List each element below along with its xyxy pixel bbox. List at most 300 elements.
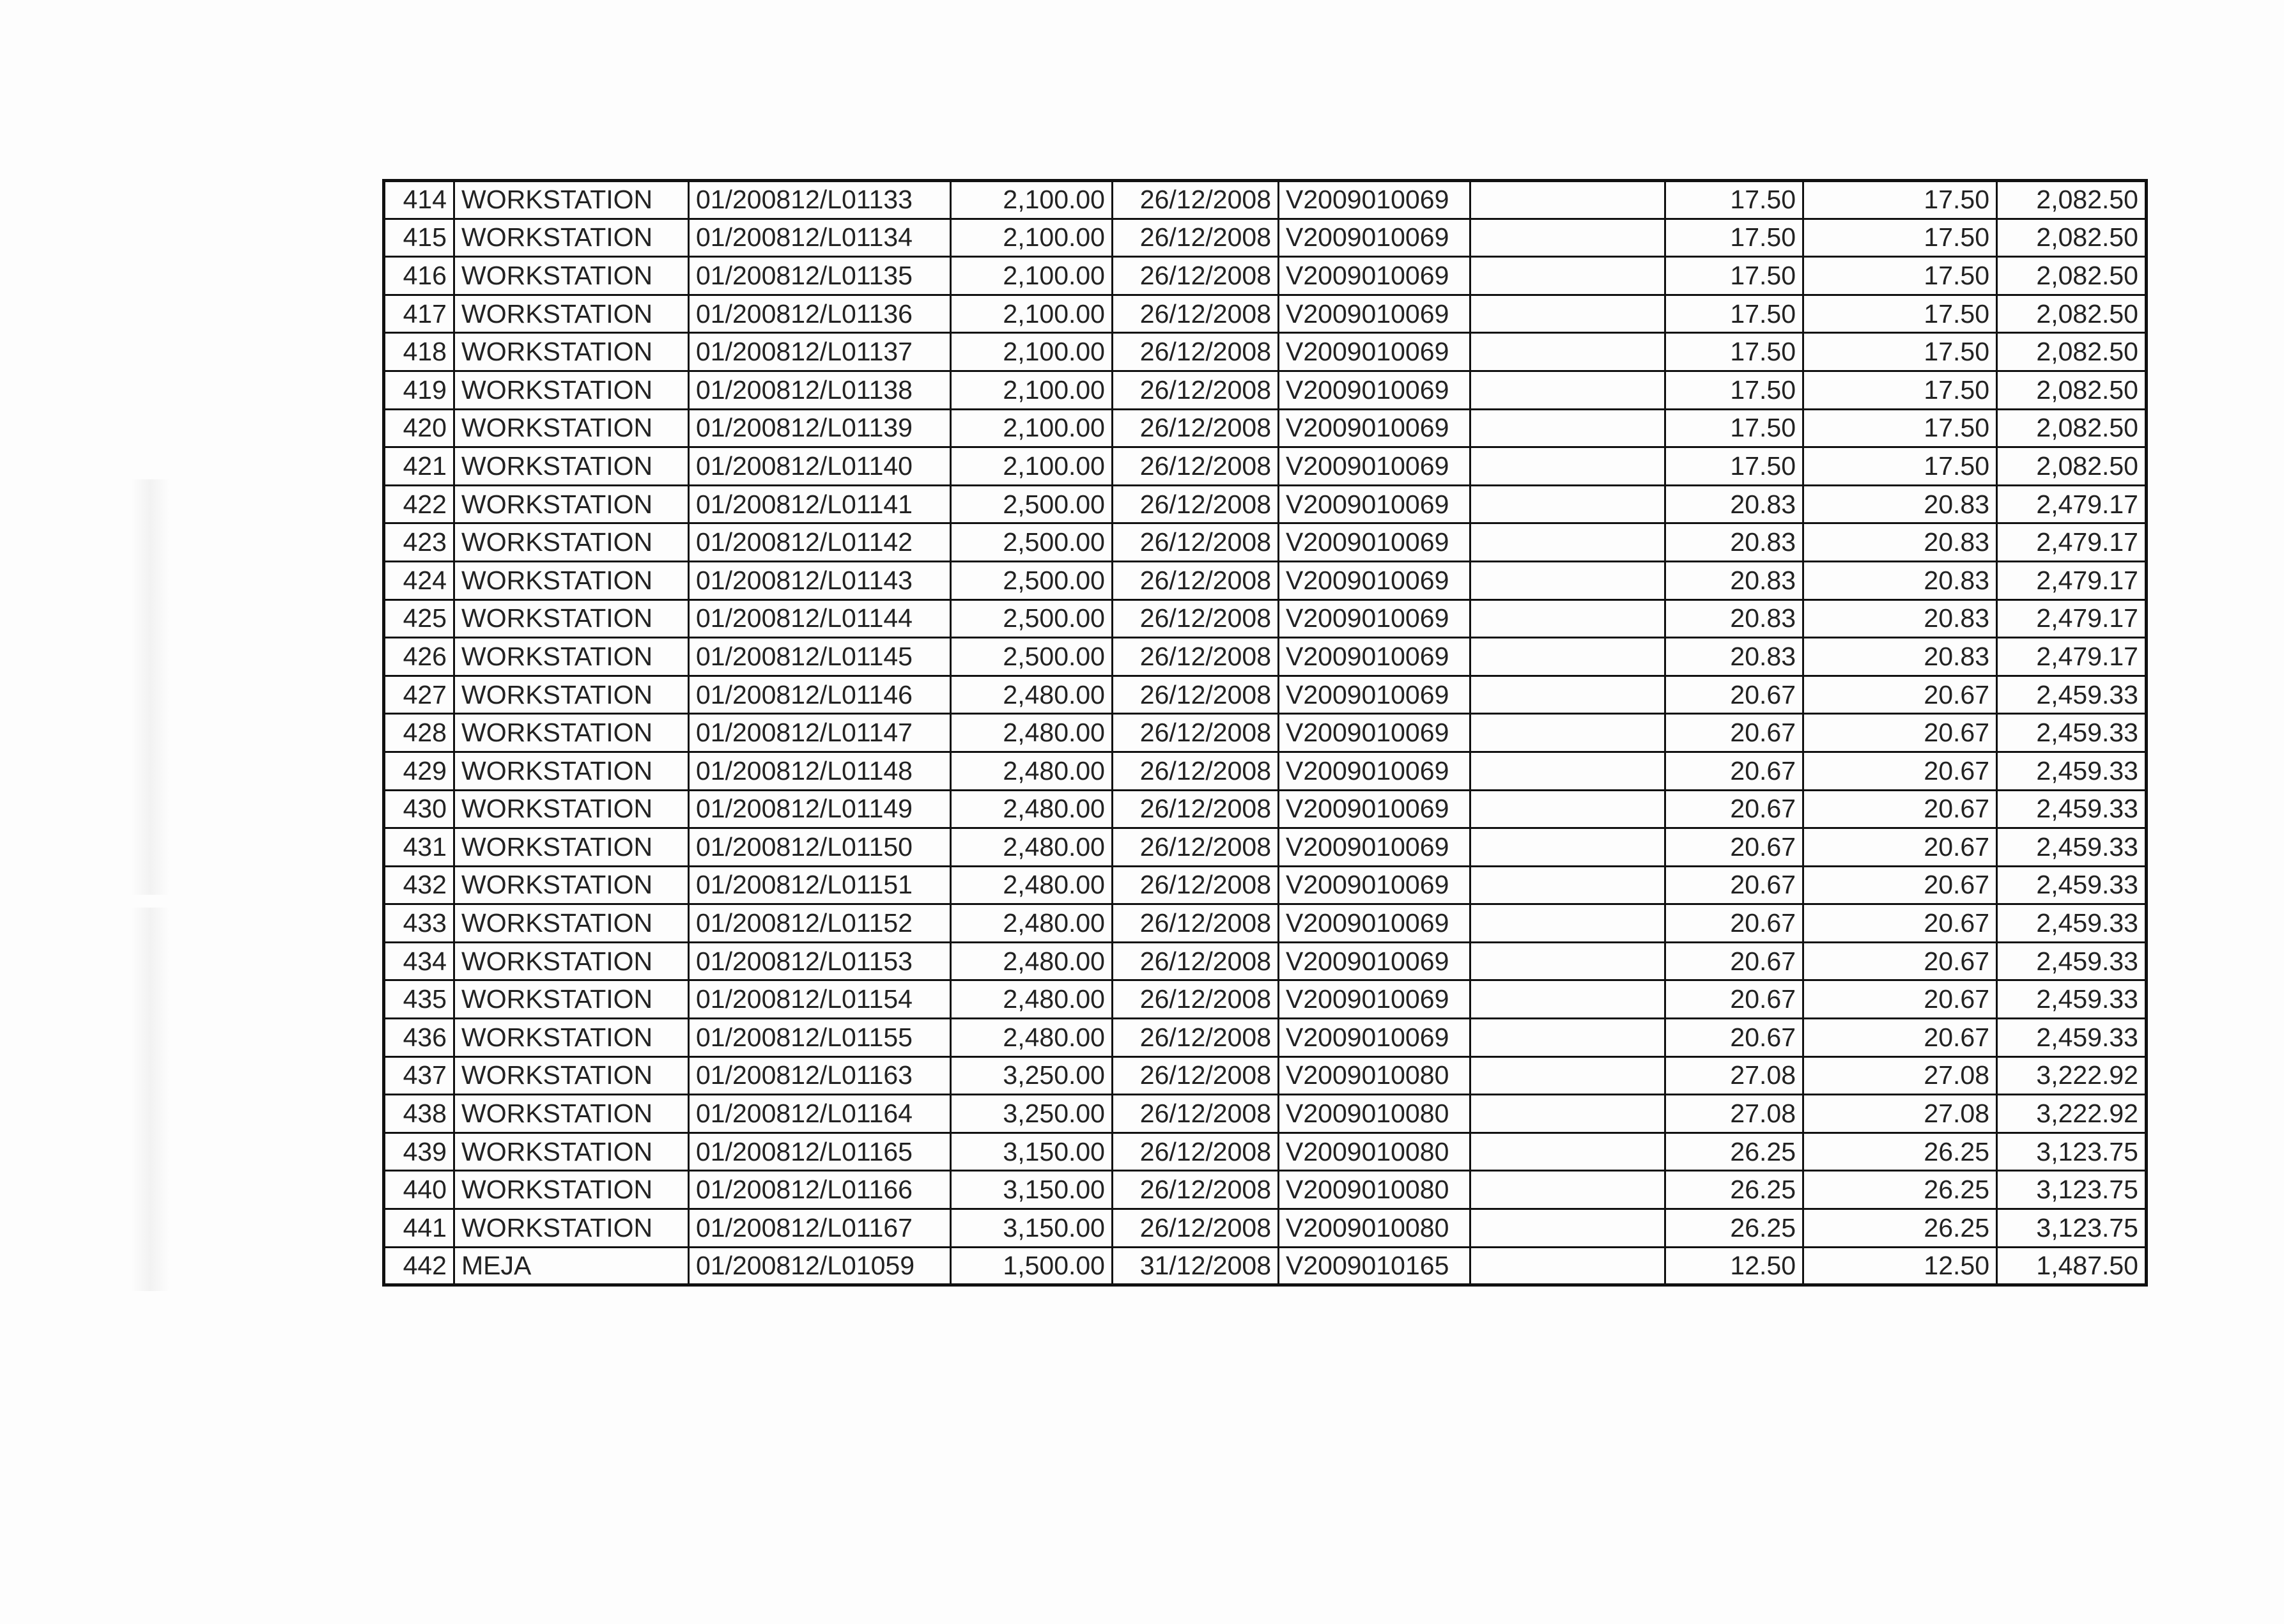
table-row (384, 409, 2147, 447)
asset-reference: 01/200812/L01151 (689, 866, 951, 904)
accumulated-depreciation: 20.67 (1803, 942, 1997, 980)
voucher-number: V2009010069 (1279, 904, 1470, 943)
asset-reference: 01/200812/L01149 (689, 790, 951, 828)
asset-cost: 2,480.00 (951, 676, 1113, 714)
depreciation-amount: 26.25 (1665, 1209, 1803, 1248)
acquisition-date: 26/12/2008 (1113, 409, 1279, 447)
table-row (384, 181, 2147, 219)
voucher-number: V2009010069 (1279, 714, 1470, 752)
empty-cell (1470, 1056, 1665, 1095)
asset-reference: 01/200812/L01138 (689, 371, 951, 409)
empty-cell (1470, 866, 1665, 904)
net-book-value: 2,459.33 (1997, 904, 2147, 943)
acquisition-date: 26/12/2008 (1113, 1056, 1279, 1095)
depreciation-amount: 12.50 (1665, 1247, 1803, 1285)
voucher-number: V2009010165 (1279, 1247, 1470, 1285)
net-book-value: 2,082.50 (1997, 409, 2147, 447)
row-number: 425 (384, 599, 454, 638)
empty-cell (1470, 219, 1665, 257)
asset-reference: 01/200812/L01152 (689, 904, 951, 943)
acquisition-date: 26/12/2008 (1113, 1095, 1279, 1133)
empty-cell (1470, 295, 1665, 333)
voucher-number: V2009010069 (1279, 866, 1470, 904)
depreciation-amount: 20.67 (1665, 752, 1803, 790)
table-row (384, 295, 2147, 333)
asset-reference: 01/200812/L01059 (689, 1247, 951, 1285)
asset-cost: 3,150.00 (951, 1209, 1113, 1248)
table-row (384, 333, 2147, 371)
table-row (384, 676, 2147, 714)
asset-reference: 01/200812/L01164 (689, 1095, 951, 1133)
voucher-number: V2009010069 (1279, 295, 1470, 333)
voucher-number: V2009010069 (1279, 599, 1470, 638)
depreciation-amount: 20.67 (1665, 676, 1803, 714)
depreciation-amount: 20.67 (1665, 1019, 1803, 1057)
voucher-number: V2009010069 (1279, 371, 1470, 409)
row-number: 426 (384, 638, 454, 676)
asset-cost: 2,480.00 (951, 828, 1113, 867)
acquisition-date: 26/12/2008 (1113, 676, 1279, 714)
voucher-number: V2009010069 (1279, 485, 1470, 523)
empty-cell (1470, 638, 1665, 676)
depreciation-amount: 20.83 (1665, 599, 1803, 638)
asset-register-table (382, 179, 2148, 1287)
asset-description: MEJA (454, 1247, 689, 1285)
row-number: 441 (384, 1209, 454, 1248)
acquisition-date: 26/12/2008 (1113, 257, 1279, 295)
row-number: 416 (384, 257, 454, 295)
asset-description: WORKSTATION (454, 295, 689, 333)
asset-reference: 01/200812/L01154 (689, 980, 951, 1019)
acquisition-date: 26/12/2008 (1113, 181, 1279, 219)
acquisition-date: 26/12/2008 (1113, 599, 1279, 638)
accumulated-depreciation: 17.50 (1803, 409, 1997, 447)
net-book-value: 3,123.75 (1997, 1209, 2147, 1248)
voucher-number: V2009010069 (1279, 638, 1470, 676)
net-book-value: 2,459.33 (1997, 676, 2147, 714)
empty-cell (1470, 1133, 1665, 1171)
accumulated-depreciation: 20.67 (1803, 714, 1997, 752)
empty-cell (1470, 333, 1665, 371)
accumulated-depreciation: 20.67 (1803, 828, 1997, 867)
depreciation-amount: 27.08 (1665, 1056, 1803, 1095)
asset-cost: 3,250.00 (951, 1056, 1113, 1095)
table-row (384, 523, 2147, 562)
empty-cell (1470, 485, 1665, 523)
asset-description: WORKSTATION (454, 561, 689, 599)
depreciation-amount: 26.25 (1665, 1133, 1803, 1171)
depreciation-amount: 17.50 (1665, 333, 1803, 371)
empty-cell (1470, 676, 1665, 714)
acquisition-date: 26/12/2008 (1113, 447, 1279, 486)
asset-reference: 01/200812/L01141 (689, 485, 951, 523)
empty-cell (1470, 1171, 1665, 1209)
asset-register-body (384, 181, 2147, 1285)
depreciation-amount: 20.67 (1665, 828, 1803, 867)
voucher-number: V2009010069 (1279, 181, 1470, 219)
acquisition-date: 26/12/2008 (1113, 523, 1279, 562)
asset-description: WORKSTATION (454, 1171, 689, 1209)
asset-cost: 2,500.00 (951, 523, 1113, 562)
acquisition-date: 26/12/2008 (1113, 1133, 1279, 1171)
net-book-value: 3,222.92 (1997, 1095, 2147, 1133)
depreciation-amount: 17.50 (1665, 447, 1803, 486)
depreciation-amount: 17.50 (1665, 219, 1803, 257)
voucher-number: V2009010080 (1279, 1171, 1470, 1209)
asset-description: WORKSTATION (454, 1056, 689, 1095)
empty-cell (1470, 181, 1665, 219)
voucher-number: V2009010069 (1279, 790, 1470, 828)
asset-description: WORKSTATION (454, 523, 689, 562)
acquisition-date: 26/12/2008 (1113, 295, 1279, 333)
acquisition-date: 26/12/2008 (1113, 561, 1279, 599)
table-row (384, 1019, 2147, 1057)
acquisition-date: 26/12/2008 (1113, 333, 1279, 371)
asset-cost: 2,100.00 (951, 447, 1113, 486)
net-book-value: 2,459.33 (1997, 1019, 2147, 1057)
asset-cost: 2,480.00 (951, 1019, 1113, 1057)
asset-description: WORKSTATION (454, 371, 689, 409)
asset-cost: 2,100.00 (951, 333, 1113, 371)
empty-cell (1470, 904, 1665, 943)
acquisition-date: 26/12/2008 (1113, 828, 1279, 867)
row-number: 442 (384, 1247, 454, 1285)
asset-description: WORKSTATION (454, 714, 689, 752)
table-row (384, 1247, 2147, 1285)
asset-cost: 1,500.00 (951, 1247, 1113, 1285)
row-number: 430 (384, 790, 454, 828)
acquisition-date: 26/12/2008 (1113, 752, 1279, 790)
asset-reference: 01/200812/L01155 (689, 1019, 951, 1057)
table-row (384, 1095, 2147, 1133)
table-row (384, 828, 2147, 867)
depreciation-amount: 20.67 (1665, 866, 1803, 904)
voucher-number: V2009010080 (1279, 1133, 1470, 1171)
row-number: 423 (384, 523, 454, 562)
asset-cost: 2,100.00 (951, 219, 1113, 257)
depreciation-amount: 20.67 (1665, 980, 1803, 1019)
voucher-number: V2009010080 (1279, 1095, 1470, 1133)
asset-cost: 3,150.00 (951, 1171, 1113, 1209)
asset-description: WORKSTATION (454, 409, 689, 447)
row-number: 420 (384, 409, 454, 447)
table-row (384, 219, 2147, 257)
asset-reference: 01/200812/L01148 (689, 752, 951, 790)
table-row (384, 1133, 2147, 1171)
voucher-number: V2009010069 (1279, 561, 1470, 599)
row-number: 440 (384, 1171, 454, 1209)
accumulated-depreciation: 20.67 (1803, 752, 1997, 790)
net-book-value: 2,082.50 (1997, 257, 2147, 295)
asset-cost: 2,100.00 (951, 295, 1113, 333)
row-number: 433 (384, 904, 454, 943)
net-book-value: 2,479.17 (1997, 638, 2147, 676)
empty-cell (1470, 714, 1665, 752)
asset-reference: 01/200812/L01135 (689, 257, 951, 295)
acquisition-date: 26/12/2008 (1113, 1171, 1279, 1209)
net-book-value: 3,222.92 (1997, 1056, 2147, 1095)
net-book-value: 2,479.17 (1997, 561, 2147, 599)
row-number: 429 (384, 752, 454, 790)
asset-reference: 01/200812/L01165 (689, 1133, 951, 1171)
voucher-number: V2009010069 (1279, 219, 1470, 257)
asset-reference: 01/200812/L01167 (689, 1209, 951, 1248)
accumulated-depreciation: 20.67 (1803, 904, 1997, 943)
asset-reference: 01/200812/L01145 (689, 638, 951, 676)
asset-reference: 01/200812/L01166 (689, 1171, 951, 1209)
net-book-value: 2,082.50 (1997, 219, 2147, 257)
row-number: 428 (384, 714, 454, 752)
asset-description: WORKSTATION (454, 219, 689, 257)
acquisition-date: 26/12/2008 (1113, 980, 1279, 1019)
net-book-value: 2,459.33 (1997, 790, 2147, 828)
asset-reference: 01/200812/L01136 (689, 295, 951, 333)
accumulated-depreciation: 20.67 (1803, 790, 1997, 828)
asset-reference: 01/200812/L01133 (689, 181, 951, 219)
accumulated-depreciation: 26.25 (1803, 1133, 1997, 1171)
acquisition-date: 31/12/2008 (1113, 1247, 1279, 1285)
asset-cost: 2,100.00 (951, 409, 1113, 447)
asset-description: WORKSTATION (454, 638, 689, 676)
asset-description: WORKSTATION (454, 1133, 689, 1171)
accumulated-depreciation: 17.50 (1803, 219, 1997, 257)
net-book-value: 2,459.33 (1997, 866, 2147, 904)
depreciation-amount: 20.83 (1665, 523, 1803, 562)
empty-cell (1470, 561, 1665, 599)
asset-description: WORKSTATION (454, 1019, 689, 1057)
acquisition-date: 26/12/2008 (1113, 1019, 1279, 1057)
depreciation-amount: 20.83 (1665, 485, 1803, 523)
row-number: 437 (384, 1056, 454, 1095)
depreciation-amount: 27.08 (1665, 1095, 1803, 1133)
asset-reference: 01/200812/L01144 (689, 599, 951, 638)
asset-reference: 01/200812/L01134 (689, 219, 951, 257)
row-number: 434 (384, 942, 454, 980)
asset-description: WORKSTATION (454, 828, 689, 867)
asset-description: WORKSTATION (454, 790, 689, 828)
accumulated-depreciation: 17.50 (1803, 295, 1997, 333)
depreciation-amount: 17.50 (1665, 257, 1803, 295)
table-row (384, 561, 2147, 599)
voucher-number: V2009010069 (1279, 942, 1470, 980)
table-row (384, 1209, 2147, 1248)
depreciation-amount: 20.67 (1665, 790, 1803, 828)
accumulated-depreciation: 20.67 (1803, 676, 1997, 714)
acquisition-date: 26/12/2008 (1113, 371, 1279, 409)
asset-cost: 2,500.00 (951, 599, 1113, 638)
table-row (384, 790, 2147, 828)
empty-cell (1470, 447, 1665, 486)
asset-cost: 2,100.00 (951, 371, 1113, 409)
acquisition-date: 26/12/2008 (1113, 866, 1279, 904)
row-number: 439 (384, 1133, 454, 1171)
accumulated-depreciation: 17.50 (1803, 181, 1997, 219)
asset-reference: 01/200812/L01147 (689, 714, 951, 752)
accumulated-depreciation: 26.25 (1803, 1209, 1997, 1248)
empty-cell (1470, 409, 1665, 447)
scan-shadow (131, 479, 169, 895)
net-book-value: 2,459.33 (1997, 714, 2147, 752)
empty-cell (1470, 752, 1665, 790)
row-number: 415 (384, 219, 454, 257)
depreciation-amount: 17.50 (1665, 409, 1803, 447)
empty-cell (1470, 942, 1665, 980)
asset-cost: 2,100.00 (951, 181, 1113, 219)
voucher-number: V2009010069 (1279, 447, 1470, 486)
empty-cell (1470, 828, 1665, 867)
row-number: 414 (384, 181, 454, 219)
accumulated-depreciation: 20.83 (1803, 523, 1997, 562)
acquisition-date: 26/12/2008 (1113, 942, 1279, 980)
asset-description: WORKSTATION (454, 904, 689, 943)
asset-description: WORKSTATION (454, 447, 689, 486)
accumulated-depreciation: 12.50 (1803, 1247, 1997, 1285)
asset-cost: 2,480.00 (951, 980, 1113, 1019)
asset-description: WORKSTATION (454, 866, 689, 904)
asset-description: WORKSTATION (454, 752, 689, 790)
row-number: 435 (384, 980, 454, 1019)
asset-cost: 2,480.00 (951, 752, 1113, 790)
asset-reference: 01/200812/L01142 (689, 523, 951, 562)
acquisition-date: 26/12/2008 (1113, 714, 1279, 752)
voucher-number: V2009010069 (1279, 980, 1470, 1019)
row-number: 427 (384, 676, 454, 714)
table-row (384, 257, 2147, 295)
accumulated-depreciation: 27.08 (1803, 1056, 1997, 1095)
asset-reference: 01/200812/L01137 (689, 333, 951, 371)
depreciation-amount: 20.67 (1665, 714, 1803, 752)
net-book-value: 2,459.33 (1997, 828, 2147, 867)
asset-reference: 01/200812/L01150 (689, 828, 951, 867)
asset-reference: 01/200812/L01163 (689, 1056, 951, 1095)
empty-cell (1470, 1209, 1665, 1248)
net-book-value: 2,479.17 (1997, 523, 2147, 562)
empty-cell (1470, 257, 1665, 295)
asset-description: WORKSTATION (454, 257, 689, 295)
accumulated-depreciation: 20.67 (1803, 866, 1997, 904)
asset-reference: 01/200812/L01153 (689, 942, 951, 980)
acquisition-date: 26/12/2008 (1113, 904, 1279, 943)
voucher-number: V2009010080 (1279, 1209, 1470, 1248)
asset-cost: 2,480.00 (951, 866, 1113, 904)
row-number: 417 (384, 295, 454, 333)
accumulated-depreciation: 17.50 (1803, 257, 1997, 295)
asset-cost: 2,500.00 (951, 638, 1113, 676)
table-row (384, 638, 2147, 676)
depreciation-amount: 20.67 (1665, 904, 1803, 943)
net-book-value: 2,082.50 (1997, 371, 2147, 409)
acquisition-date: 26/12/2008 (1113, 638, 1279, 676)
acquisition-date: 26/12/2008 (1113, 1209, 1279, 1248)
table-row (384, 1056, 2147, 1095)
net-book-value: 1,487.50 (1997, 1247, 2147, 1285)
empty-cell (1470, 980, 1665, 1019)
net-book-value: 2,082.50 (1997, 295, 2147, 333)
voucher-number: V2009010069 (1279, 752, 1470, 790)
empty-cell (1470, 1247, 1665, 1285)
accumulated-depreciation: 20.83 (1803, 638, 1997, 676)
depreciation-amount: 17.50 (1665, 295, 1803, 333)
asset-description: WORKSTATION (454, 980, 689, 1019)
table-row (384, 980, 2147, 1019)
accumulated-depreciation: 20.67 (1803, 980, 1997, 1019)
row-number: 438 (384, 1095, 454, 1133)
table-row (384, 599, 2147, 638)
table-row (384, 371, 2147, 409)
asset-description: WORKSTATION (454, 599, 689, 638)
asset-reference: 01/200812/L01140 (689, 447, 951, 486)
empty-cell (1470, 790, 1665, 828)
asset-description: WORKSTATION (454, 1209, 689, 1248)
empty-cell (1470, 1019, 1665, 1057)
acquisition-date: 26/12/2008 (1113, 485, 1279, 523)
asset-cost: 3,250.00 (951, 1095, 1113, 1133)
row-number: 432 (384, 866, 454, 904)
acquisition-date: 26/12/2008 (1113, 790, 1279, 828)
asset-reference: 01/200812/L01146 (689, 676, 951, 714)
net-book-value: 2,459.33 (1997, 752, 2147, 790)
row-number: 422 (384, 485, 454, 523)
depreciation-amount: 20.83 (1665, 638, 1803, 676)
empty-cell (1470, 371, 1665, 409)
asset-description: WORKSTATION (454, 485, 689, 523)
voucher-number: V2009010069 (1279, 257, 1470, 295)
table-row (384, 447, 2147, 486)
net-book-value: 2,459.33 (1997, 942, 2147, 980)
row-number: 436 (384, 1019, 454, 1057)
accumulated-depreciation: 20.83 (1803, 561, 1997, 599)
asset-description: WORKSTATION (454, 676, 689, 714)
net-book-value: 3,123.75 (1997, 1133, 2147, 1171)
voucher-number: V2009010069 (1279, 676, 1470, 714)
table-row (384, 485, 2147, 523)
net-book-value: 2,479.17 (1997, 485, 2147, 523)
depreciation-amount: 20.67 (1665, 942, 1803, 980)
asset-reference: 01/200812/L01143 (689, 561, 951, 599)
asset-cost: 2,480.00 (951, 904, 1113, 943)
net-book-value: 2,082.50 (1997, 333, 2147, 371)
asset-cost: 2,500.00 (951, 485, 1113, 523)
row-number: 419 (384, 371, 454, 409)
row-number: 418 (384, 333, 454, 371)
asset-description: WORKSTATION (454, 333, 689, 371)
asset-description: WORKSTATION (454, 942, 689, 980)
depreciation-amount: 20.83 (1665, 561, 1803, 599)
accumulated-depreciation: 27.08 (1803, 1095, 1997, 1133)
voucher-number: V2009010069 (1279, 409, 1470, 447)
table-row (384, 1171, 2147, 1209)
asset-cost: 2,480.00 (951, 790, 1113, 828)
asset-cost: 2,480.00 (951, 714, 1113, 752)
net-book-value: 2,082.50 (1997, 447, 2147, 486)
asset-cost: 2,100.00 (951, 257, 1113, 295)
depreciation-amount: 26.25 (1665, 1171, 1803, 1209)
empty-cell (1470, 523, 1665, 562)
accumulated-depreciation: 20.67 (1803, 1019, 1997, 1057)
net-book-value: 2,082.50 (1997, 181, 2147, 219)
accumulated-depreciation: 26.25 (1803, 1171, 1997, 1209)
voucher-number: V2009010069 (1279, 523, 1470, 562)
depreciation-amount: 17.50 (1665, 371, 1803, 409)
accumulated-depreciation: 20.83 (1803, 599, 1997, 638)
voucher-number: V2009010069 (1279, 333, 1470, 371)
net-book-value: 3,123.75 (1997, 1171, 2147, 1209)
voucher-number: V2009010069 (1279, 1019, 1470, 1057)
asset-cost: 3,150.00 (951, 1133, 1113, 1171)
acquisition-date: 26/12/2008 (1113, 219, 1279, 257)
table-row (384, 904, 2147, 943)
accumulated-depreciation: 20.83 (1803, 485, 1997, 523)
